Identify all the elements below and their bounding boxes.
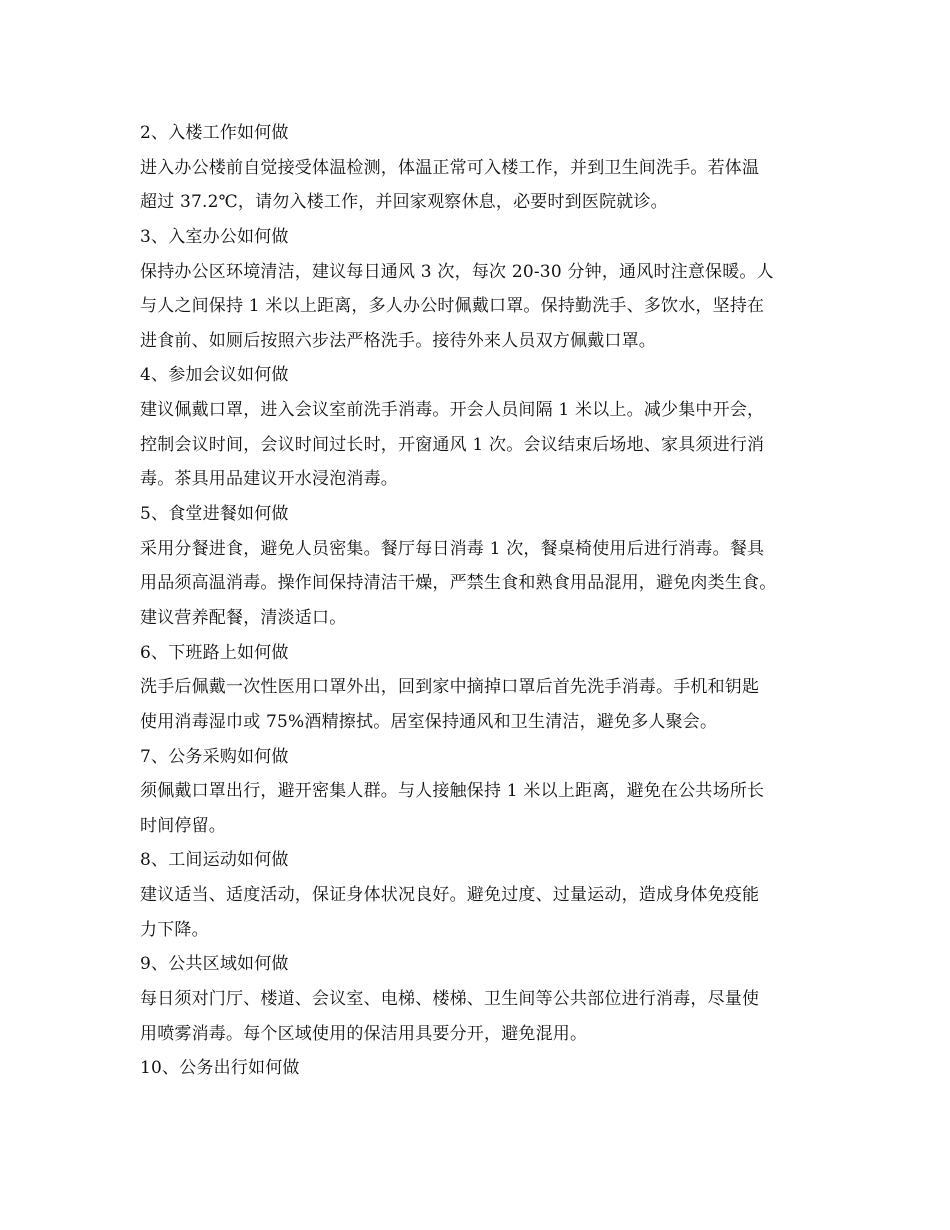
section-heading: 8、工间运动如何做 (140, 850, 289, 871)
paragraph-line: 与人之间保持 1 米以上距离，多人办公时佩戴口罩。保持勤洗手、多饮水，坚持在 (140, 296, 765, 317)
paragraph-line: 洗手后佩戴一次性医用口罩外出，回到家中摘掉口罩后首先洗手消毒。手机和钥匙 (140, 677, 760, 698)
paragraph-line: 建议佩戴口罩，进入会议室前洗手消毒。开会人员间隔 1 米以上。减少集中开会， (140, 400, 765, 421)
document-body (140, 116, 830, 1086)
paragraph-line: 保持办公区环境清洁，建议每日通风 3 次，每次 20-30 分钟，通风时注意保暖。人 (140, 261, 774, 282)
paragraph-line: 进入办公楼前自觉接受体温检测，体温正常可入楼工作，并到卫生间洗手。若体温 (140, 157, 760, 178)
paragraph-line: 控制会议时间，会议时间过长时，开窗通风 1 次。会议结束后场地、家具须进行消 (140, 434, 765, 455)
paragraph-line: 须佩戴口罩出行，避开密集人群。与人接触保持 1 米以上距离，避免在公共场所长 (140, 781, 765, 802)
paragraph-line: 超过 37.2℃，请勿入楼工作，并回家观察休息，必要时到医院就诊。 (140, 192, 668, 213)
paragraph-line: 采用分餐进食，避免人员密集。餐厅每日消毒 1 次，餐桌椅使用后进行消毒。餐具 (140, 538, 765, 559)
section-heading: 5、食堂进餐如何做 (140, 504, 289, 525)
section-heading: 3、入室办公如何做 (140, 226, 289, 247)
paragraph-line: 建议适当、适度活动，保证身体状况良好。避免过度、过量运动，造成身体免疫能 (140, 885, 760, 906)
paragraph-line: 每日须对门厅、楼道、会议室、电梯、楼梯、卫生间等公共部位进行消毒，尽量使 (140, 989, 760, 1010)
paragraph-line: 毒。茶具用品建议开水浸泡消毒。 (140, 469, 398, 490)
section-heading: 6、下班路上如何做 (140, 642, 289, 663)
paragraph-line: 用喷雾消毒。每个区域使用的保洁用具要分开，避免混用。 (140, 1023, 588, 1044)
section-heading: 9、公共区域如何做 (140, 954, 289, 975)
paragraph-line: 进食前、如厕后按照六步法严格洗手。接待外来人员双方佩戴口罩。 (140, 330, 656, 351)
section-heading: 4、参加会议如何做 (140, 365, 289, 386)
paragraph-line: 用品须高温消毒。操作间保持清洁干燥，严禁生食和熟食用品混用，避免肉类生食。 (140, 573, 777, 594)
section-heading: 7、公务采购如何做 (140, 746, 289, 767)
section-heading: 2、入楼工作如何做 (140, 123, 289, 143)
paragraph-line: 时间停留。 (140, 815, 226, 836)
paragraph-line: 力下降。 (140, 919, 209, 940)
paragraph-line: 建议营养配餐，清淡适口。 (140, 607, 347, 628)
paragraph-line: 使用消毒湿巾或 75%酒精擦拭。居室保持通风和卫生清洁，避免多人聚会。 (140, 711, 718, 732)
section-heading: 10、公务出行如何做 (140, 1058, 300, 1079)
